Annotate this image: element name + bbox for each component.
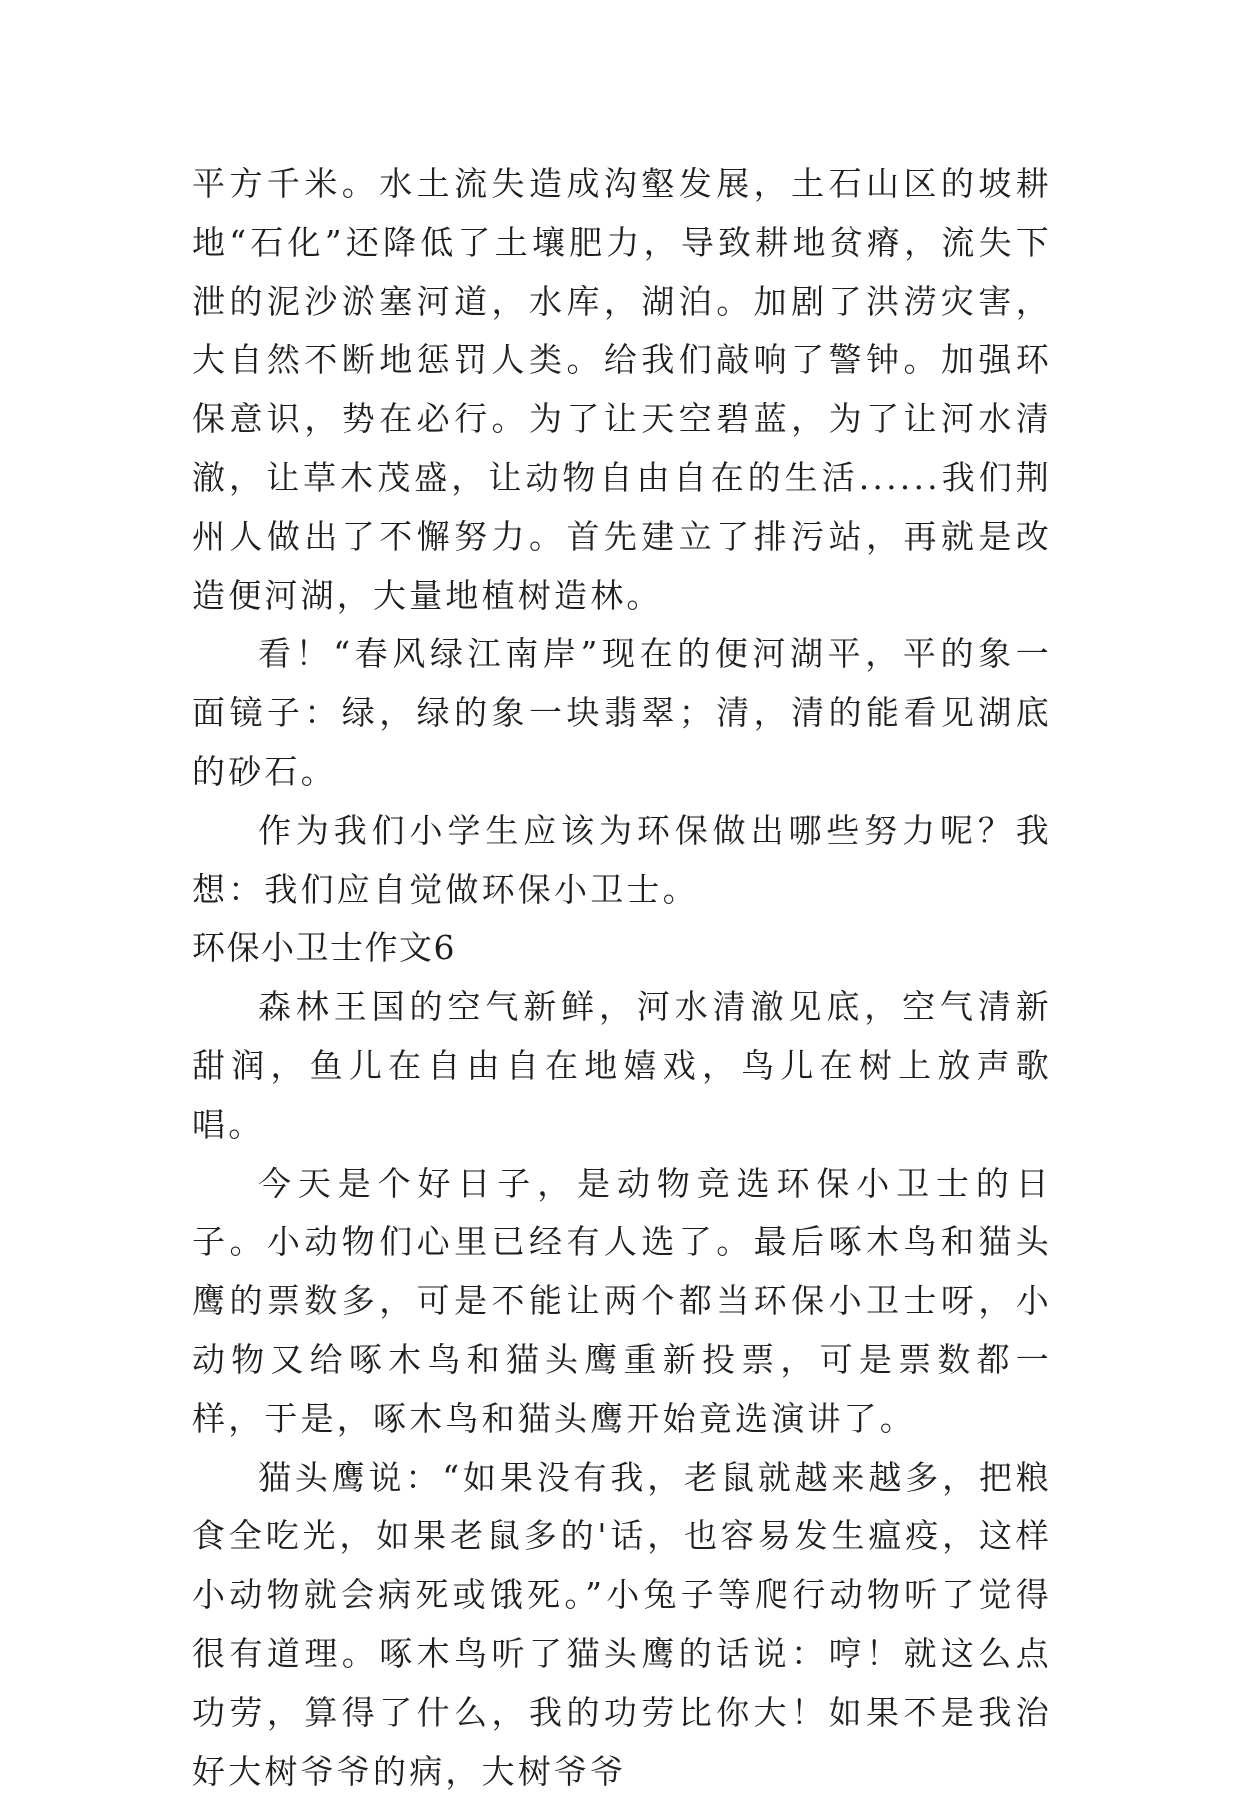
paragraph-owl-speech: 猫头鹰说：“如果没有我，老鼠就越来越多，把粮食全吃光，如果老鼠多的'话，也容易发生瘟疫，这样小动物就会病死或饿死。”小兔子等爬行动物听了觉得很有道理。啄木鸟听了猫头鹰的话说：哼！就这么点功劳，算得了什么，我的功劳比你大！如果不是我治好大树爷爷的病，大树爷爷 bbox=[192, 1457, 1052, 1791]
paragraph-election: 今天是个好日子，是动物竞选环保小卫士的日子。小动物们心里已经有人选了。最后啄木鸟和猫头鹰的票数多，可是不能让两个都当环保小卫士呀，小动物又给啄木鸟和猫头鹰重新投票，可是票数都一样，于是，啄木鸟和猫头鹰开始竟选演讲了。 bbox=[192, 1163, 1052, 1438]
document-body bbox=[192, 155, 1052, 1801]
paragraph-student-effort: 作为我们小学生应该为环保做出哪些努力呢？我想：我们应自觉做环保小卫士。 bbox=[192, 810, 1052, 909]
paragraph-soil-erosion: 平方千米。水土流失造成沟壑发展，土石山区的坡耕地“石化”还降低了土壤肥力，导致耕地贫瘠，流失下泄的泥沙淤塞河道，水库，湖泊。加剧了洪涝灾害，大自然不断地惩罚人类。给我们敲响了警钟。加强环保意识，势在必行。为了让天空碧蓝，为了让河水清澈，让草木茂盛，让动物自由自在的生活......我们荆州人做出了不懈努力。首先建立了排污站，再就是改造便河湖，大量地植树造林。 bbox=[192, 164, 1052, 615]
paragraph-lake-description: 看！“春风绿江南岸”现在的便河湖平，平的象一面镜子：绿，绿的象一块翡翠；清，清的能看见湖底的砂石。 bbox=[192, 634, 1052, 791]
paragraph-forest-kingdom: 森林王国的空气新鲜，河水清澈见底，空气清新甜润，鱼儿在自由自在地嬉戏，鸟儿在树上放声歌唱。 bbox=[192, 987, 1052, 1144]
essay-heading: 环保小卫士作文6 bbox=[192, 928, 456, 968]
